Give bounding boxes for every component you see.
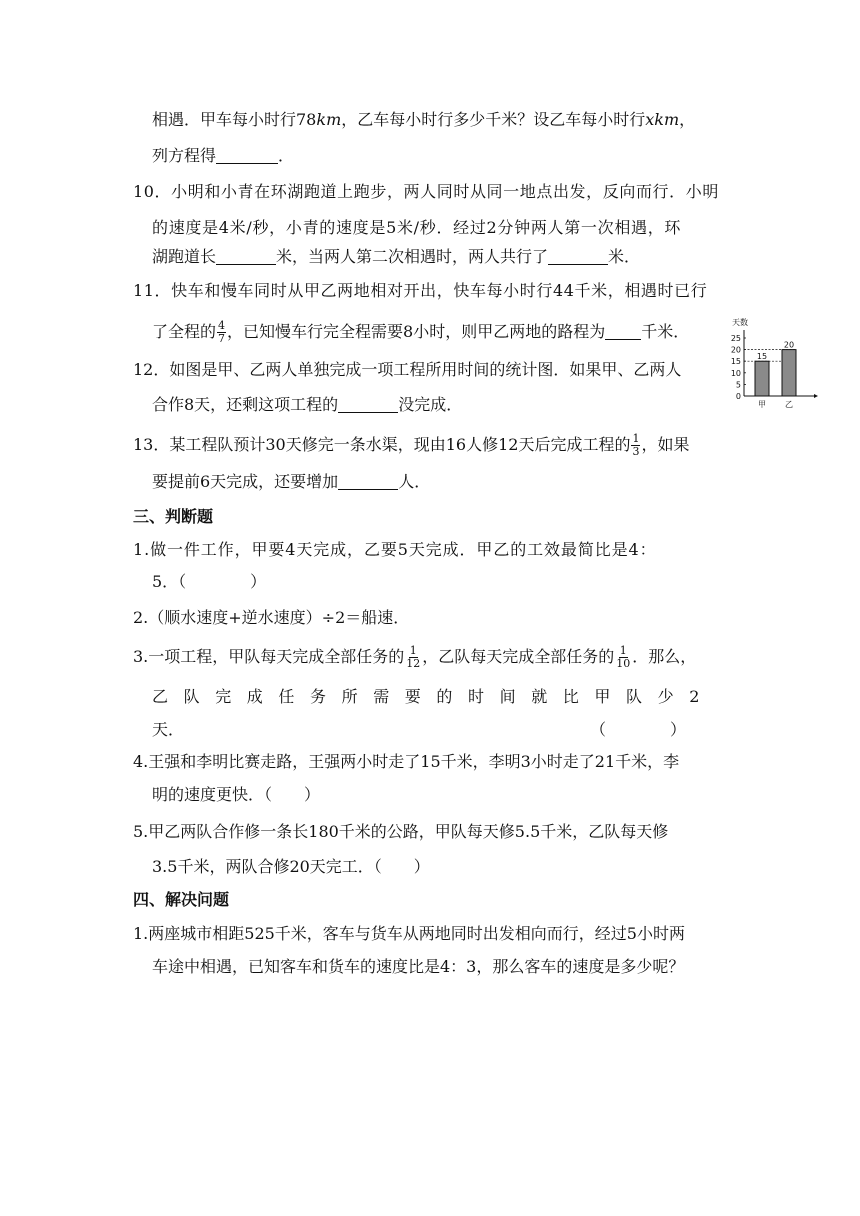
fraction: $\frac{1}{10}$ <box>616 644 631 670</box>
answer-blank[interactable] <box>216 248 276 265</box>
j5-line-2[interactable]: 3.5千米，两队合修20天完工．（ ） <box>152 857 430 876</box>
q9-line-1: 相遇．甲车每小时行78km，乙车每小时行多少千米？设乙车每小时行xkm， <box>152 110 696 129</box>
bar <box>755 361 769 396</box>
q12-line-1: 12．如图是甲、乙两人单独完成一项工程所用时间的统计图．如果甲、乙两人 <box>133 360 682 379</box>
q10-line-3: 湖跑道长 米，当两人第二次相遇时，两人共行了 米． <box>152 247 641 266</box>
q10-line-2: 的速度是4米/秒，小青的速度是5米/秒．经过2分钟两人第一次相遇，环 <box>152 218 682 237</box>
s1-line-1: 1.两座城市相距525千米，客车与货车从两地同时出发相向而行，经过5小时两 <box>133 924 685 943</box>
work-days-bar-chart <box>728 314 820 410</box>
y-tick-label: 5 <box>735 380 741 390</box>
y-tick-label: 25 <box>730 334 741 343</box>
j4-line-1: 4.王强和李明比赛走路，王强两小时走了15千米，李明3小时走了21千米，李 <box>133 752 680 771</box>
y-tick-label: 0 <box>735 392 741 401</box>
q10-line-1: 10．小明和小青在环湖跑道上跑步，两人同时从同一地点出发，反向而行．小明 <box>133 182 719 201</box>
j3-line-1: 3.一项工程，甲队每天完成全部任务的 $\frac{1}{12}$ ，乙队每天完成全部任务的 $\frac{1}{10}$ ．那么， <box>133 644 697 670</box>
y-tick-label: 20 <box>730 345 741 355</box>
section-title-problems: 四、解决问题 <box>133 890 230 909</box>
bar-value-label: 15 <box>756 352 768 362</box>
j2-line-1: 2.（顺水速度+逆水速度）÷2＝船速． <box>133 608 410 627</box>
y-tick-label: 15 <box>730 357 741 367</box>
q11-line-1: 11．快车和慢车同时从甲乙两地相对开出，快车每小时行44千米，相遇时已行 <box>133 281 708 300</box>
answer-blank[interactable] <box>548 248 608 265</box>
fraction: $\frac{1}{12}$ <box>406 644 421 670</box>
s1-line-2: 车途中相遇，已知客车和货车的速度比是4：3，那么客车的速度是多少呢？ <box>152 957 685 976</box>
j4-line-2[interactable]: 明的速度更快．（ ） <box>152 785 321 804</box>
y-tick-label: 10 <box>730 368 741 378</box>
answer-blank[interactable] <box>216 147 278 164</box>
j3-line-2: 乙 队 完 成 任 务 所 需 要 的 时 间 就 比 甲 队 少 2 <box>152 687 700 706</box>
j5-line-1: 5.甲乙两队合作修一条长180千米的公路，甲队每天修5.5千米，乙队每天修 <box>133 822 669 841</box>
q12-line-2: 合作8天，还剩这项工程的 没完成． <box>152 395 463 414</box>
x-axis-arrow <box>814 394 818 398</box>
q9-line-2: 列方程得 ． <box>152 146 295 165</box>
answer-blank[interactable] <box>338 473 398 490</box>
j3-answer-paren[interactable]: （ ） <box>590 720 687 739</box>
answer-blank[interactable] <box>605 323 641 340</box>
j1-line-1: 1.做一件工作，甲要4天完成，乙要5天完成．甲乙的工效最简比是4： <box>133 540 657 559</box>
section-title-judgement: 三、判断题 <box>133 507 214 526</box>
fraction: $\frac{4}{7}$ <box>218 319 226 345</box>
category-label: 甲 <box>758 400 766 409</box>
j1-line-2[interactable]: 5．（ ） <box>152 572 267 591</box>
answer-blank[interactable] <box>338 396 398 413</box>
q13-line-2: 要提前6天完成，还要增加 人． <box>152 472 431 491</box>
category-label: 乙 <box>785 400 793 409</box>
j3-line-3: 天． <box>152 720 185 739</box>
fraction: $\frac{1}{3}$ <box>632 432 640 458</box>
q13-line-1: 13．某工程队预计30天修完一条水渠，现由16人修12天后完成工程的 $\frac{1}{3}$ ，如果 <box>133 432 690 458</box>
y-axis-label: 天数 <box>732 318 748 327</box>
bar <box>782 350 796 396</box>
bar-value-label: 20 <box>783 340 795 350</box>
q11-line-2: 了全程的 $\frac{4}{7}$ ，已知慢车行完全程需要8小时，则甲乙两地的路程为 千米． <box>152 319 690 345</box>
